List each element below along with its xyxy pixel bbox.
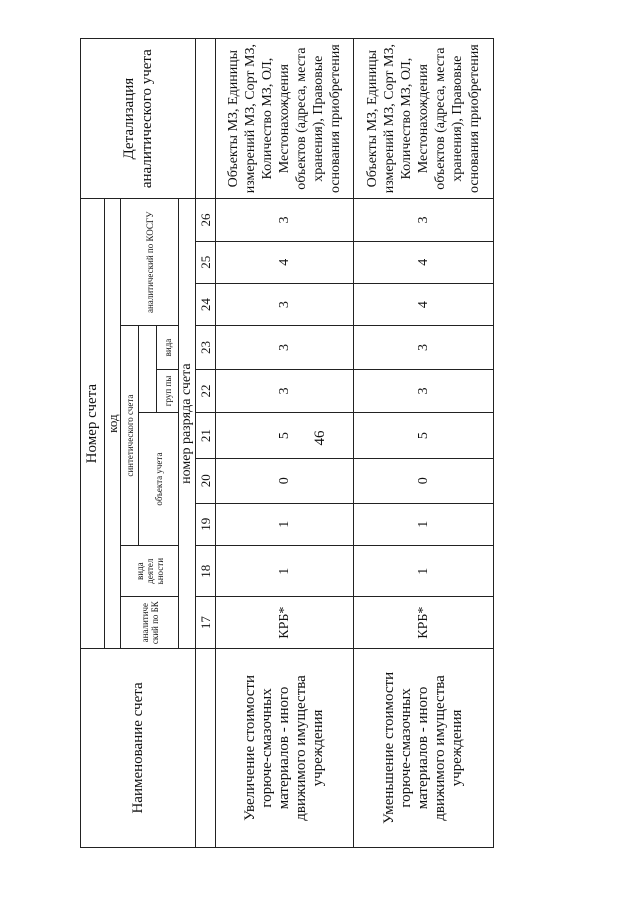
digit-20: 20 (196, 458, 216, 503)
account-table (80, 38, 494, 848)
synthetic-account-header: синтетического счета (121, 326, 139, 546)
row-2-d24: 4 (354, 283, 494, 325)
digit-17: 17 (196, 597, 216, 648)
row-1-name: Увеличение стоимости горюче-смазочных материалов - иного движимого имущества учреждения (216, 648, 354, 847)
digit-18: 18 (196, 545, 216, 596)
row-1-d25: 4 (216, 241, 354, 283)
group-header: груп пы (157, 369, 179, 412)
table-row (216, 39, 354, 848)
row-2-d19: 1 (354, 503, 494, 545)
row-2-detail: Объекты МЗ, Единицы измерений МЗ, Сорт МЗ, Количество МЗ, ОЛ, Местонахождения объектов (адреса, места хранения), Правовые основания приобретения (354, 39, 494, 199)
group-type-spacer (139, 326, 157, 413)
analytic-bk-header: аналитиче ский по БК (121, 597, 179, 648)
type-header: вида (157, 326, 179, 369)
row-2-d26: 3 (354, 199, 494, 241)
row-1-d23: 3 (216, 326, 354, 369)
digit-19: 19 (196, 503, 216, 545)
row-1-d22: 3 (216, 369, 354, 412)
row-2-activity: 1 (354, 545, 494, 596)
digit-25: 25 (196, 241, 216, 283)
row-1-activity: 1 (216, 545, 354, 596)
row-1-d19: 1 (216, 503, 354, 545)
digit-spacer-name (196, 648, 216, 847)
row-1-d24: 3 (216, 283, 354, 325)
table-row (354, 39, 494, 848)
code-header: код (105, 199, 121, 649)
digit-24: 24 (196, 283, 216, 325)
row-1-d20: 0 (216, 458, 354, 503)
row-2-name: Уменьшение стоимости горюче-смазочных материалов - иного движимого имущества учреждения (354, 648, 494, 847)
digit-26: 26 (196, 199, 216, 241)
account-object-header: объекта учета (139, 413, 179, 546)
digit-number-header: номер разряда счета (179, 199, 196, 649)
row-2-bk: КРБ* (354, 597, 494, 648)
digit-22: 22 (196, 369, 216, 412)
row-2-d20: 0 (354, 458, 494, 503)
row-2-d23: 3 (354, 326, 494, 369)
account-table-rotated (80, 38, 490, 848)
digit-spacer-detail (196, 39, 216, 199)
row-1-bk: КРБ* (216, 597, 354, 648)
row-2-d21: 5 (354, 413, 494, 459)
digit-21: 21 (196, 413, 216, 459)
row-2-d25: 4 (354, 241, 494, 283)
row-1-d26: 3 (216, 199, 354, 241)
analytic-kosgu-header: аналитический по КОСГУ (121, 199, 179, 326)
detail-header: Детализация аналитического учета (81, 39, 196, 199)
digit-23: 23 (196, 326, 216, 369)
row-1-d21: 5 (216, 413, 354, 459)
row-1-detail: Объекты МЗ, Единицы измерений МЗ, Сорт МЗ, Количество МЗ, ОЛ, Местонахождения объектов (адреса, места хранения), Правовые основания приобретения (216, 39, 354, 199)
account-name-header: Наименование счета (81, 648, 196, 847)
account-number-header: Номер счета (81, 199, 105, 649)
row-2-d22: 3 (354, 369, 494, 412)
page-number: 46 (312, 430, 328, 446)
activity-type-header: вида деятел ьности (121, 545, 179, 596)
